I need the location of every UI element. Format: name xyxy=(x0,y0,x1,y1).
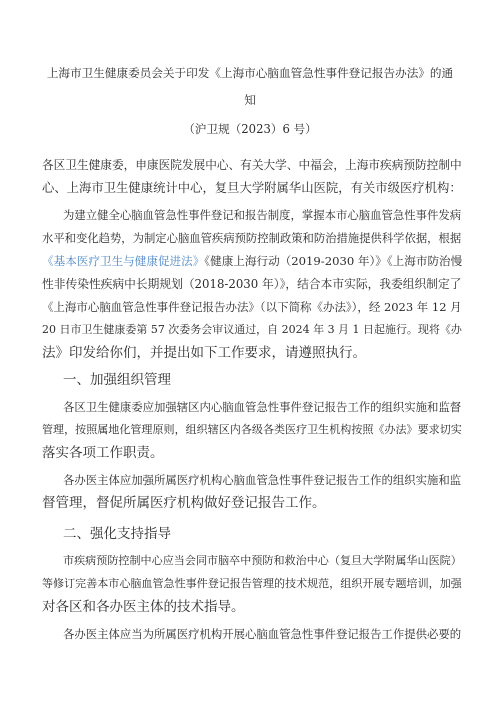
intro-line-3 xyxy=(42,251,462,271)
intro-line-6: 20 日市卫生健康委第 57 次委务会审议通过，自 2024 年 3 月 1 日起施行。现将《办 xyxy=(42,323,462,336)
section-2-para-1-line-3: 对各区和各办医主体的技术指导。 xyxy=(42,599,245,615)
section-1-para-1-line-1: 各区卫生健康委应加强辖区内心脑血管急性事件登记报告工作的组织实施和监督 xyxy=(63,400,462,414)
intro-line-4: 性非传染性疾病中长期规划（2018-2030 年）》，结合本市实际，我委组织制定了 xyxy=(42,277,462,291)
section-2-para-2-line-1: 各办医主体应当为所属医疗机构开展心脑血管急性事件登记报告工作提供必要的 xyxy=(63,627,462,641)
intro-line-7: 法》印发给你们，并提出如下工作要求，请遵照执行。 xyxy=(42,345,366,361)
section-2-para-1-line-1: 市疾病预防控制中心应当会同市脑卒中预防和救治中心（复旦大学附属华山医院） xyxy=(63,554,462,567)
document-title-line-1: 上海市卫生健康委员会关于印发《上海市心脑血管急性事件登记报告办法》的通 xyxy=(46,66,454,80)
section-1-para-1-line-2: 管理，按照属地化管理原则，组织辖区内各级各类医疗卫生机构按照《办法》要求切实 xyxy=(42,423,462,436)
document-number: （沪卫规（2023）6 号） xyxy=(183,122,317,136)
section-2-heading: 二、强化支持指导 xyxy=(63,526,171,542)
intro-line-3-text: 《健康上海行动（2019-2030 年）》《上海市防治慢 xyxy=(204,254,463,268)
addressee-line-2: 心、上海市卫生健康统计中心，复旦大学附属华山医院，有关市级医疗机构： xyxy=(42,181,462,195)
section-1-para-1-line-3: 落实各项工作职责。 xyxy=(42,445,164,461)
intro-line-2: 水平和变化趋势，为制定心脑血管疾病预防控制政策和防治措施提供科学依据，根据 xyxy=(42,231,462,245)
section-2-para-1-line-2: 等修订完善本市心脑血管急性事件登记报告管理的技术规范，组织开展专题培训，加强 xyxy=(42,577,462,590)
section-1-heading: 一、加强组织管理 xyxy=(63,372,171,388)
section-1-para-2-line-1: 各办医主体应加强所属医疗机构心脑血管急性事件登记报告工作的组织实施和监 xyxy=(63,473,462,487)
addressee-line-1: 各区卫生健康委，申康医院发展中心、有关大学、中福会，上海市疾病预防控制中 xyxy=(42,158,462,172)
intro-line-1: 为建立健全心脑血管急性事件登记和报告制度，掌握本市心脑血管急性事件发病 xyxy=(63,208,462,222)
intro-line-5: 《上海市心脑血管急性事件登记报告办法》（以下简称《办法》），经 2023 年 12 月 xyxy=(42,300,462,314)
law-link[interactable]: 《基本医疗卫生与健康促进法》 xyxy=(42,254,205,268)
document-title-line-2: 知 xyxy=(244,93,256,107)
section-1-para-2-line-2: 督管理，督促所属医疗机构做好登记报告工作。 xyxy=(42,495,326,511)
